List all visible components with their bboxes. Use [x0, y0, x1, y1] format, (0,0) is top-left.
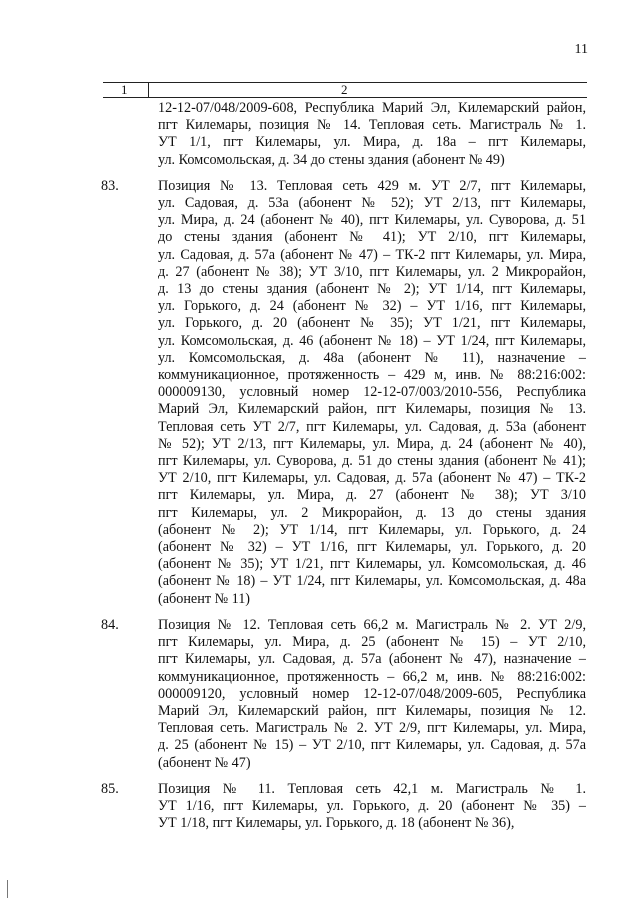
entry-number: 84.: [101, 616, 119, 633]
entry-line: коммуникационное, протяженность – 429 м, инв. № 88:216:002:: [158, 367, 586, 384]
entry-line: ул. Садовая, д. 53а (абонент № 52); УТ 2/13, пгт Килемары,: [158, 195, 586, 212]
entry-line: (абонент № 47): [158, 754, 251, 771]
margin-mark: [7, 880, 8, 898]
entry-line: ул. Горького, д. 24 (абонент № 32) – УТ 1/16, пгт Килемары,: [158, 298, 586, 315]
page-number: 11: [574, 42, 588, 57]
entry-line: пгт Килемары, ул. Мира, д. 25 (абонент № 15) – УТ 2/10,: [158, 634, 586, 651]
entry-line: пгт Килемары, ул. Мира, д. 27 (абонент № 38); УТ 3/10: [158, 487, 586, 504]
table-column-header: [103, 82, 587, 98]
entry-line: ул. Комсомольская, д. 48а (абонент № 11), назначение –: [158, 349, 586, 366]
entry-line: д. 27 (абонент № 38); УТ 3/10, пгт Килемары, ул. 2 Микрорайон,: [158, 263, 586, 280]
entry-text: [158, 781, 586, 833]
entry-line: коммуникационное, протяженность – 66,2 м, инв. № 88:216:002:: [158, 668, 586, 685]
column-divider: [148, 83, 149, 97]
document-entry: [0, 178, 640, 608]
entry-line: № 52); УТ 2/13, пгт Килемары, ул. Мира, д. 24 (абонент № 40),: [158, 435, 586, 452]
column-2-header: 2: [341, 82, 348, 97]
entry-line: пгт Килемары, ул. 2 Микрорайон, д. 13 до стены здания: [158, 504, 586, 521]
entry-line: Марий Эл, Килемарский район, пгт Килемары, позиция № 12.: [158, 702, 586, 719]
entry-line: Тепловая сеть УТ 2/7, пгт Килемары, ул. Садовая, д. 53а (абонент: [158, 418, 586, 435]
entry-text: [158, 178, 586, 608]
document-entry: [0, 617, 640, 772]
entry-line: до стены здания (абонент № 41); УТ 2/10, пгт Килемары,: [158, 229, 586, 246]
entry-line: ул. Комсомольская, д. 46 (абонент № 18) – УТ 1/24, пгт Килемары,: [158, 332, 586, 349]
entry-text: [158, 100, 586, 169]
entry-line: УТ 1/16, пгт Килемары, ул. Горького, д. 20 (абонент № 35) –: [158, 797, 586, 814]
entry-line: ул. Горького, д. 20 (абонент № 35); УТ 1/21, пгт Килемары,: [158, 315, 586, 332]
entry-line: д. 25 (абонент № 15) – УТ 2/10, пгт Килемары, ул. Садовая, д. 57а: [158, 737, 586, 754]
entry-line: 000009130, условный номер 12-12-07/003/2010-556, Республика: [158, 384, 586, 401]
entry-line: Тепловая сеть. Магистраль № 2. УТ 2/9, пгт Килемары, ул. Мира,: [158, 720, 586, 737]
entry-line: ул. Мира, д. 24 (абонент № 40), пгт Килемары, ул. Суворова, д. 51: [158, 212, 586, 229]
entry-line: (абонент № 18) – УТ 1/24, пгт Килемары, ул. Комсомольская, д. 48а: [158, 573, 586, 590]
entry-line: УТ 1/18, пгт Килемары, ул. Горького, д. 18 (абонент № 36),: [158, 815, 515, 832]
entry-line: 12-12-07/048/2009-608, Республика Марий Эл, Килемарский район,: [158, 100, 586, 116]
entry-number: 83.: [101, 177, 119, 194]
document-entry: [0, 781, 640, 833]
entry-line: 000009120, условный номер 12-12-07/048/2009-605, Республика: [158, 685, 586, 702]
entry-number: 85.: [101, 780, 119, 797]
document-entries: [0, 100, 640, 841]
entry-line: УТ 1/1, пгт Килемары, ул. Мира, д. 18а – пгт Килемары,: [158, 134, 586, 151]
document-entry: [0, 100, 640, 169]
entry-line: УТ 2/10, пгт Килемары, ул. Садовая, д. 57а (абонент № 47) – ТК-2: [158, 470, 586, 487]
entry-line: Позиция № 12. Тепловая сеть 66,2 м. Магистраль № 2. УТ 2/9,: [158, 616, 586, 633]
entry-line: (абонент № 35); УТ 1/21, пгт Килемары, ул. Комсомольская, д. 46: [158, 556, 586, 573]
entry-line: (абонент № 2); УТ 1/14, пгт Килемары, ул. Горького, д. 24: [158, 521, 586, 538]
entry-line: ул. Садовая, д. 57а (абонент № 47) – ТК-2 пгт Килемары, ул. Мира,: [158, 246, 586, 263]
entry-text: [158, 617, 586, 772]
entry-line: пгт Килемары, ул. Садовая, д. 57а (абонент № 47), назначение –: [158, 651, 586, 668]
entry-line: ул. Комсомольская, д. 34 до стены здания (абонент № 49): [158, 151, 505, 168]
entry-line: Позиция № 13. Тепловая сеть 429 м. УТ 2/7, пгт Килемары,: [158, 177, 586, 194]
entry-line: (абонент № 11): [158, 590, 251, 607]
entry-line: Позиция № 11. Тепловая сеть 42,1 м. Магистраль № 1.: [158, 780, 586, 797]
column-1-header: 1: [121, 82, 128, 97]
entry-line: пгт Килемары, позиция № 14. Тепловая сеть. Магистраль № 1.: [158, 117, 586, 134]
entry-line: д. 13 до стены здания (абонент № 2); УТ 1/14, пгт Килемары,: [158, 281, 586, 298]
entry-line: пгт Килемары, ул. Суворова, д. 51 до стены здания (абонент № 41);: [158, 453, 586, 470]
entry-line: Марий Эл, Килемарский район, пгт Килемары, позиция № 13.: [158, 401, 586, 418]
entry-line: (абонент № 32) – УТ 1/16, пгт Килемары, ул. Горького, д. 20: [158, 539, 586, 556]
